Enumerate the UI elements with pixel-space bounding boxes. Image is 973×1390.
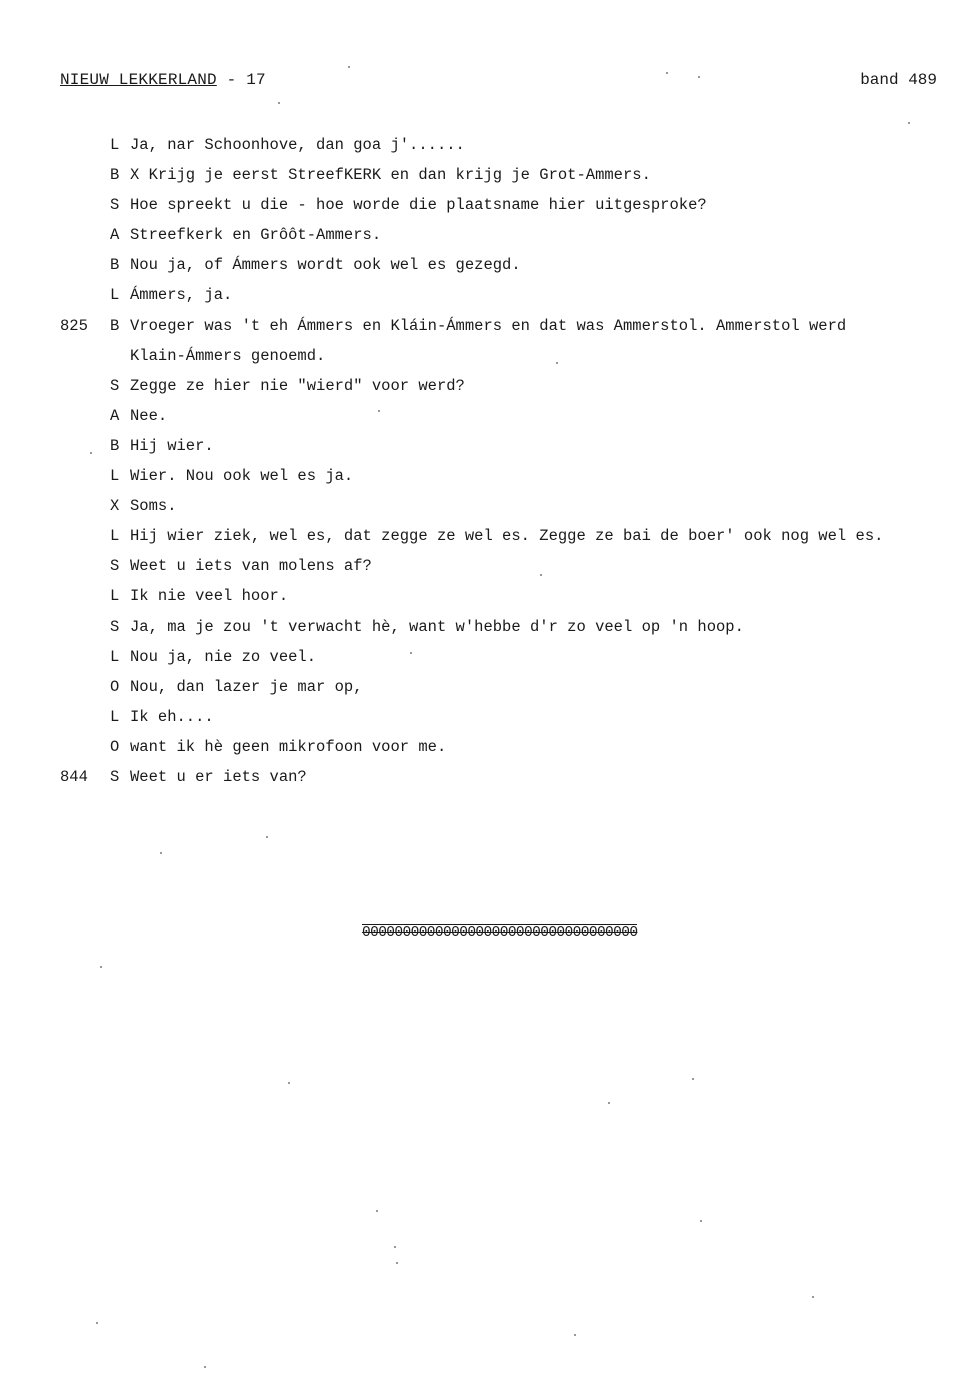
transcript-line xyxy=(0,160,973,190)
paper-speck xyxy=(908,122,910,124)
transcript-line xyxy=(0,431,973,461)
utterance-text: Weet u er iets van? xyxy=(130,767,307,786)
utterance-text: Ja, ma je zou 't verwacht hè, want w'hebbe d'r zo veel op 'n hoop. xyxy=(130,617,744,636)
utterance-text: Nou, dan lazer je mar op, xyxy=(130,677,363,696)
speaker-code: B xyxy=(110,316,120,335)
paper-speck xyxy=(90,452,92,454)
transcript-line xyxy=(0,341,973,371)
speaker-code: S xyxy=(110,376,120,395)
line-number: 844 xyxy=(60,767,88,786)
page-number: 17 xyxy=(246,71,266,89)
paper-speck xyxy=(608,1102,610,1104)
utterance-text: Hij wier. xyxy=(130,436,214,455)
utterance-text: X Krijg je eerst StreefKERK en dan krijg je Grot-Ammers. xyxy=(130,166,651,185)
transcript-line xyxy=(0,702,973,732)
paper-speck xyxy=(394,1246,396,1248)
speaker-code: O xyxy=(110,677,120,696)
utterance-text: Klain-Ámmers genoemd. xyxy=(130,346,326,365)
band-number: band 489 xyxy=(860,71,937,89)
paper-speck xyxy=(160,852,162,854)
paper-speck xyxy=(812,1296,814,1298)
speaker-code: L xyxy=(110,527,120,546)
paper-speck xyxy=(574,1334,576,1336)
paper-speck xyxy=(288,1082,290,1084)
paper-speck xyxy=(204,1366,206,1368)
utterance-text: Vroeger was 't eh Ámmers en Kláin-Ámmers en dat was Ammerstol. Ammerstol werd xyxy=(130,316,847,335)
speaker-code: L xyxy=(110,587,120,606)
header-separator: - xyxy=(216,71,247,89)
speaker-code: B xyxy=(110,166,120,185)
paper-speck xyxy=(278,102,280,104)
speaker-code: S xyxy=(110,196,120,215)
transcript-line xyxy=(0,371,973,401)
paper-speck xyxy=(396,1262,398,1264)
paper-speck xyxy=(410,652,412,654)
speaker-code: X xyxy=(110,497,120,516)
paper-speck xyxy=(666,72,668,74)
end-of-transcript-mark: 0000000000000000000000000000000000 xyxy=(362,925,638,941)
utterance-text: Streefkerk en Grôôt-Ammers. xyxy=(130,226,382,245)
utterance-text: Ámmers, ja. xyxy=(130,286,233,305)
transcript-line xyxy=(0,130,973,160)
speaker-code: A xyxy=(110,226,120,245)
paper-speck xyxy=(266,836,268,838)
page-header-left xyxy=(60,71,266,89)
utterance-text: Soms. xyxy=(130,497,177,516)
transcript-line xyxy=(0,581,973,611)
paper-speck xyxy=(692,1078,694,1080)
speaker-code: A xyxy=(110,406,120,425)
transcript-line xyxy=(0,311,973,341)
speaker-code: B xyxy=(110,256,120,275)
speaker-code: L xyxy=(110,286,120,305)
utterance-text: want ik hè geen mikrofoon voor me. xyxy=(130,737,447,756)
utterance-text: Weet u iets van molens af? xyxy=(130,557,372,576)
speaker-code: S xyxy=(110,767,120,786)
transcript-line xyxy=(0,642,973,672)
transcript-line xyxy=(0,190,973,220)
paper-speck xyxy=(348,66,350,68)
place-name: NIEUW LEKKERLAND xyxy=(60,71,217,89)
transcript-line xyxy=(0,762,973,792)
paper-speck xyxy=(378,410,380,412)
transcript-line xyxy=(0,250,973,280)
transcript-line xyxy=(0,672,973,702)
paper-speck xyxy=(540,574,542,576)
line-number: 825 xyxy=(60,316,88,335)
paper-speck xyxy=(96,1322,98,1324)
utterance-text: Wier. Nou ook wel es ja. xyxy=(130,467,354,486)
speaker-code: L xyxy=(110,647,120,666)
paper-speck xyxy=(556,362,558,364)
utterance-text: Hij wier ziek, wel es, dat zegge ze wel es. Zegge ze bai de boer' ook nog wel es. xyxy=(130,527,884,546)
utterance-text: Nou ja, of Ámmers wordt ook wel es gezegd. xyxy=(130,256,521,275)
speaker-code: B xyxy=(110,436,120,455)
transcript-line xyxy=(0,521,973,551)
speaker-code: L xyxy=(110,136,120,154)
transcript-line xyxy=(0,732,973,762)
utterance-text: Ik nie veel hoor. xyxy=(130,587,289,606)
speaker-code: L xyxy=(110,467,120,486)
utterance-text: Hoe spreekt u die - hoe worde die plaatsname hier uitgesproke? xyxy=(130,196,707,215)
utterance-text: Nou ja, nie zo veel. xyxy=(130,647,317,666)
transcript-line xyxy=(0,491,973,521)
speaker-code: S xyxy=(110,557,120,576)
speaker-code: L xyxy=(110,707,120,726)
transcript-line xyxy=(0,220,973,250)
transcript-line xyxy=(0,401,973,431)
paper-speck xyxy=(698,76,700,78)
speaker-code: O xyxy=(110,737,120,756)
transcript-line xyxy=(0,551,973,581)
utterance-text: Ik eh.... xyxy=(130,707,214,726)
utterance-text: Nee. xyxy=(130,406,168,425)
paper-speck xyxy=(376,1210,378,1212)
transcript-lines xyxy=(0,130,973,792)
speaker-code: S xyxy=(110,617,120,636)
transcript-line xyxy=(0,612,973,642)
utterance-text: Zegge ze hier nie "wierd" voor werd? xyxy=(130,376,465,395)
transcript-line xyxy=(0,461,973,491)
paper-speck xyxy=(700,1220,702,1222)
paper-speck xyxy=(100,966,102,968)
transcript-line xyxy=(0,280,973,310)
utterance-text: Ja, nar Schoonhove, dan goa j'...... xyxy=(130,136,465,154)
